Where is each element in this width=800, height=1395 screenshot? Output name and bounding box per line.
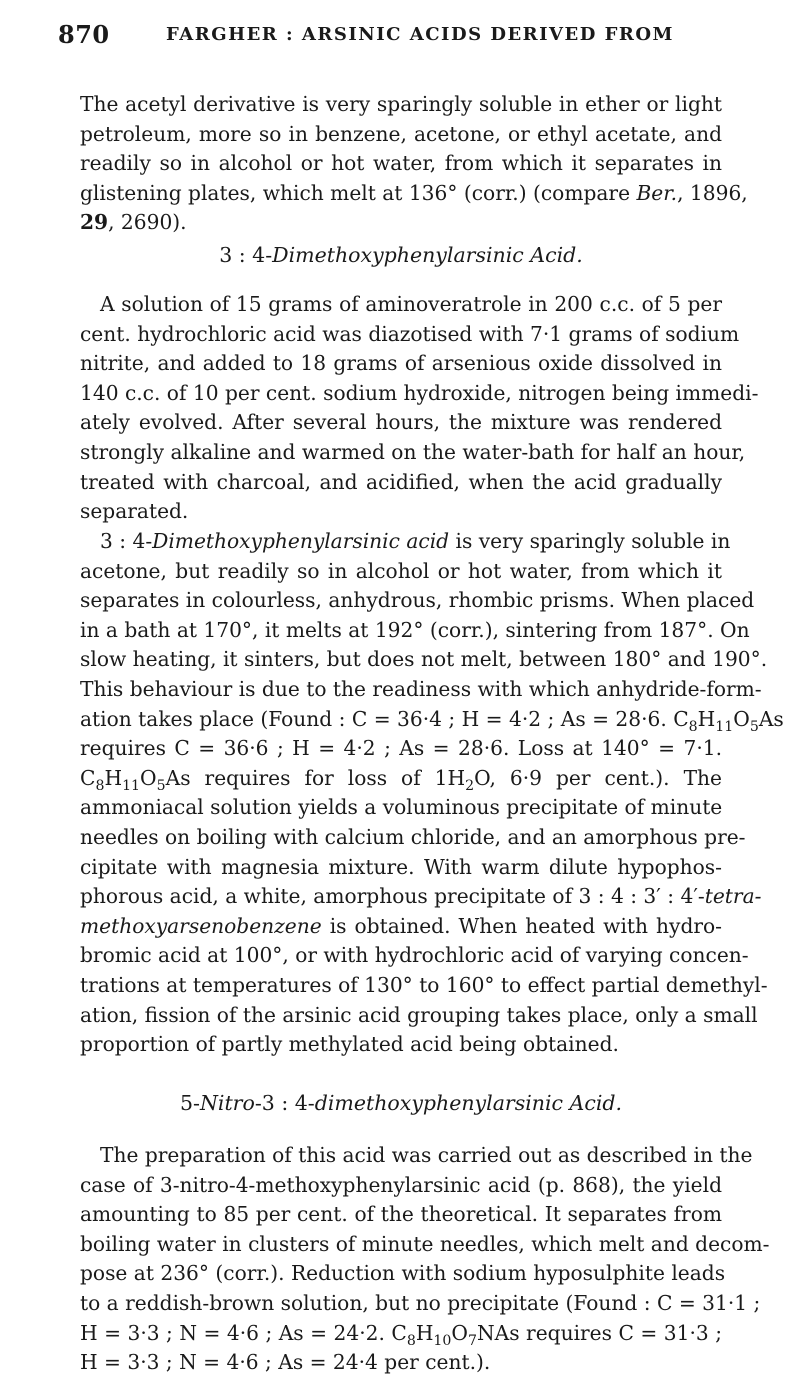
text-line: treated with charcoal, and acidified, when the acid gradually — [80, 469, 722, 494]
text-line: cipitate with magnesia mixture. With warm dilute hypophos- — [80, 854, 722, 879]
text-line: slow heating, it sinters, but does not melt, between 180° and 190°. — [80, 647, 768, 672]
heading-prefix: 3 : 4- — [219, 243, 273, 267]
text-line: The preparation of this acid was carried out as described in the — [100, 1143, 753, 1167]
text-line: boiling water in clusters of minute needles, which melt and decom- — [80, 1231, 770, 1256]
text-fragment: O — [140, 765, 157, 790]
text-fragment: H — [697, 706, 716, 731]
subscript: 8 — [95, 777, 105, 794]
paragraph-preparation — [80, 290, 759, 527]
text-line: nitrite, and added to 18 grams of arsenious oxide dissolved in — [80, 351, 722, 376]
text-line: proportion of partly methylated acid being obtained. — [80, 1032, 619, 1057]
text-line: readily so in alcohol or hot water, from which it separates in — [80, 151, 722, 176]
page-number: 870 — [58, 20, 110, 49]
text-line: to a reddish-brown solution, but no precipitate (Found : C = 31·1 ; — [80, 1290, 761, 1315]
section-heading-dimethoxyphenylarsinic-acid — [80, 243, 722, 267]
compound-name: tetra- — [704, 884, 762, 909]
text-fragment: O — [451, 1320, 468, 1345]
text-line — [80, 527, 731, 557]
text-fragment: glistening plates, which melt at 136° (corr.) (compare — [80, 180, 637, 205]
journal-reference: Ber. — [636, 180, 678, 205]
text-fragment: ation takes place (Found : C = 36·4 ; H = 4·2 ; As = 28·6. C — [80, 706, 689, 731]
text-line: ammoniacal solution yields a voluminous precipitate of minute — [80, 795, 723, 820]
subscript: 10 — [433, 1332, 452, 1349]
subscript: 5 — [156, 777, 166, 794]
text-fragment: NAs requires C = 31·3 ; — [476, 1320, 722, 1345]
text-fragment: As — [758, 706, 784, 731]
text-line: cent. hydrochloric acid was diazotised with 7·1 grams of sodium — [80, 321, 740, 346]
subscript: 5 — [749, 718, 759, 735]
text-line: separates in colourless, anhydrous, rhombic prisms. When placed — [80, 588, 755, 613]
text-line: in a bath at 170°, it melts at 192° (corr.), sintering from 187°. On — [80, 617, 750, 642]
subscript: 8 — [688, 718, 698, 735]
text-line — [80, 1319, 722, 1349]
compound-name: Dimethoxyphenylarsinic acid — [152, 529, 450, 553]
text-line: ation, fission of the arsinic acid grouping takes place, only a small — [80, 1002, 758, 1027]
paragraph-properties — [80, 527, 784, 1060]
heading-prefix: 5- — [179, 1091, 200, 1115]
running-head: FARGHER : ARSINIC ACIDS DERIVED FROM — [166, 24, 674, 45]
text-fragment: , 1896, — [677, 180, 748, 205]
text-fragment: is very sparingly soluble in — [449, 529, 731, 553]
text-fragment: O — [733, 706, 750, 731]
text-line: bromic acid at 100°, or with hydrochloric acid of varying concen- — [80, 943, 749, 968]
heading-name: dimethoxyphenylarsinic Acid. — [314, 1091, 623, 1115]
text-line: acetone, but readily so in alcohol or hot water, from which it — [80, 558, 722, 583]
section-heading-nitro-dimethoxyphenylarsinic-acid — [80, 1091, 722, 1115]
text-line: ately evolved. After several hours, the mixture was rendered — [80, 410, 722, 435]
text-line: pose at 236° (corr.). Reduction with sodium hyposulphite leads — [80, 1261, 726, 1286]
text-line: trations at temperatures of 130° to 160° to effect partial demethyl- — [80, 972, 768, 997]
text-line: needles on boiling with calcium chloride, and an amorphous pre- — [80, 824, 746, 849]
subscript: 2 — [465, 777, 475, 794]
volume-number: 29 — [80, 210, 109, 235]
text-fragment: phorous acid, a white, amorphous precipitate of 3 : 4 : 3′ : 4′- — [80, 884, 705, 909]
text-line: petroleum, more so in benzene, acetone, or ethyl acetate, and — [80, 121, 722, 146]
text-fragment: is obtained. When heated with hydro- — [321, 913, 722, 938]
text-line: strongly alkaline and warmed on the water-bath for half an hour, — [80, 439, 746, 464]
text-fragment: H = 3·3 ; N = 4·6 ; As = 24·2. C — [80, 1320, 407, 1345]
text-fragment: 3 : 4- — [100, 529, 153, 553]
text-line: The acetyl derivative is very sparingly soluble in ether or light — [80, 92, 722, 116]
subscript: 11 — [122, 777, 141, 794]
text-line: This behaviour is due to the readiness with which anhydride-form- — [80, 676, 762, 701]
text-line: requires C = 36·6 ; H = 4·2 ; As = 28·6. Loss at 140° = 7·1. — [80, 736, 722, 761]
heading-name: Dimethoxyphenylarsinic Acid. — [272, 243, 583, 267]
heading-name: Nitro — [199, 1091, 255, 1115]
subscript: 8 — [406, 1332, 416, 1349]
text-line: separated. — [80, 499, 189, 524]
paragraph-nitro-preparation — [80, 1141, 770, 1378]
text-fragment: H — [104, 765, 123, 790]
subscript: 11 — [715, 718, 734, 735]
text-line — [80, 912, 722, 942]
subscript: 7 — [467, 1332, 477, 1349]
heading-prefix: -3 : 4- — [254, 1091, 315, 1115]
text-line — [80, 208, 722, 238]
text-line: H = 3·3 ; N = 4·6 ; As = 24·4 per cent.). — [80, 1350, 491, 1375]
text-line: amounting to 85 per cent. of the theoretical. It separates from — [80, 1202, 722, 1227]
compound-name: methoxyarsenobenzene — [80, 913, 322, 938]
text-fragment: As requires for loss of 1H — [165, 765, 466, 790]
text-line — [80, 705, 784, 735]
text-fragment: , 2690). — [108, 210, 187, 235]
text-fragment: H — [415, 1320, 434, 1345]
page-header — [58, 20, 742, 60]
text-line — [80, 764, 722, 794]
text-fragment: O, 6·9 per cent.). The — [474, 765, 722, 790]
text-line: A solution of 15 grams of aminoveratrole in 200 c.c. of 5 per — [100, 292, 722, 316]
text-fragment: C — [80, 765, 96, 790]
text-line: case of 3-nitro-4-methoxyphenylarsinic acid (p. 868), the yield — [80, 1172, 722, 1197]
text-line — [80, 179, 748, 209]
text-line: 140 c.c. of 10 per cent. sodium hydroxide, nitrogen being immedi- — [80, 380, 759, 405]
text-line — [80, 882, 762, 912]
paragraph-acetyl-derivative — [80, 90, 748, 238]
